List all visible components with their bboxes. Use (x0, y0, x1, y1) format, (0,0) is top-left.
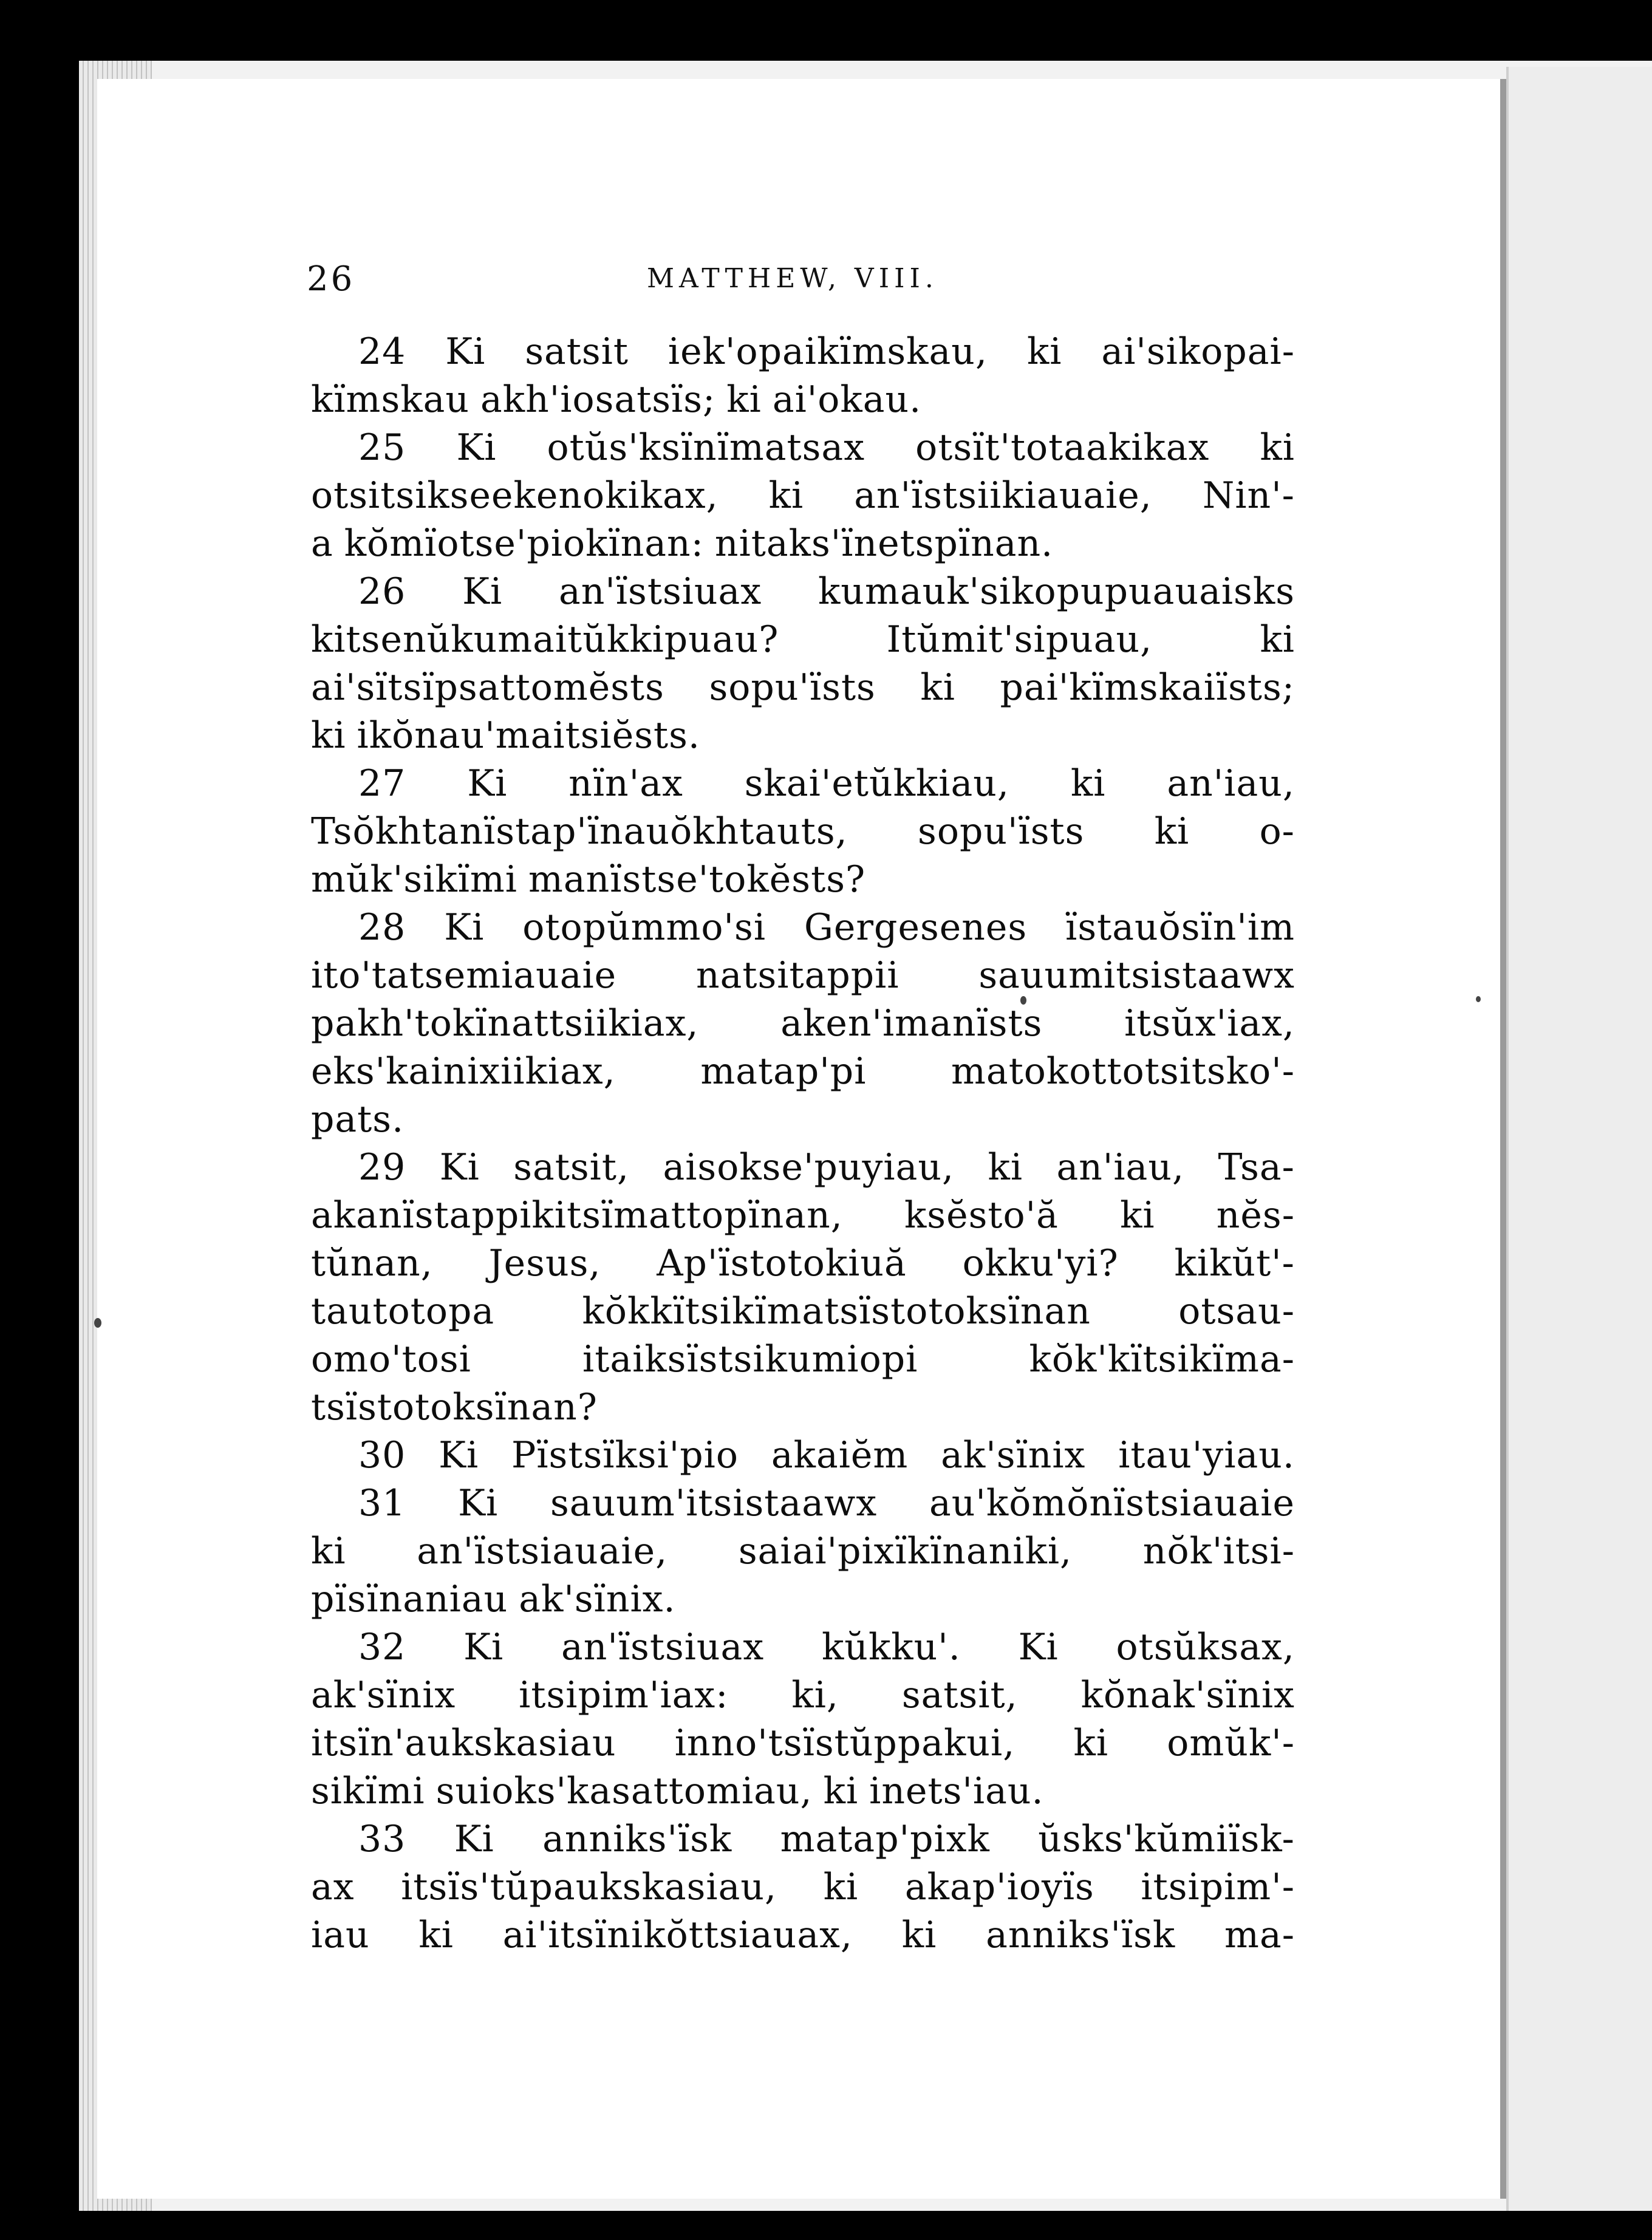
text-line: tsïstotoksïnan? (311, 1386, 598, 1429)
text-line: ki an'ïstsiauaie, saiai'pixïkïnaniki, nŏk'itsi- (311, 1530, 1295, 1572)
text-line: ax itsïs'tŭpaukskasiau, ki akap'ioyïs itsipim'- (311, 1866, 1295, 1908)
ink-speck (94, 1318, 101, 1328)
text-line: 29 Ki satsit, aisokse'puyiau, ki an'iau, Tsa- (358, 1146, 1295, 1189)
running-head: MATTHEW, VIII. (647, 263, 938, 294)
text-line: 26 Ki an'ïstsiuax kumauk'sikopupuauaisks (358, 570, 1295, 613)
facing-page (1506, 67, 1652, 2211)
text-line: otsitsikseekenokikax, ki an'ïstsiikiauaie, Nin'- (311, 474, 1295, 517)
text-line: 32 Ki an'ïstsiuax kŭkku'. Ki otsŭksax, (358, 1626, 1295, 1668)
text-line: omo'tosi itaiksïstsikumiopi kŏk'kïtsikïma- (311, 1338, 1295, 1381)
text-line: pakh'tokïnattsiikiax, aken'imanïsts itsŭx'iax, (311, 1002, 1295, 1045)
text-line: akanïstappikitsïmattopïnan, ksĕsto'ă ki nĕs- (311, 1194, 1295, 1237)
text-line: ak'sïnix itsipim'iax: ki, satsit, kŏnak'sïnix (311, 1674, 1295, 1716)
page-number: 26 (307, 259, 355, 299)
text-line: ito'tatsemiauaie natsitappii sauumitsistaawx (311, 954, 1295, 997)
text-line: eks'kainixiikiax, matap'pi matokottotsitsko'- (311, 1050, 1295, 1093)
text-line: kïmskau akh'iosatsïs; ki ai'okau. (311, 378, 922, 421)
text-line: a kŏmïotse'piokïnan: nitaks'ïnetspïnan. (311, 522, 1054, 565)
text-line: pats. (311, 1098, 404, 1141)
ink-speck (1476, 996, 1481, 1002)
text-line: 28 Ki otopŭmmo'si Gergesenes ïstauŏsïn'im (358, 906, 1295, 949)
text-line: pïsïnaniau ak'sïnix. (311, 1578, 676, 1620)
text-line: tautotopa kŏkkïtsikïmatsïstotoksïnan otsau- (311, 1290, 1295, 1333)
text-line: ai'sïtsïpsattomĕsts sopu'ïsts ki pai'kïmskaiïsts; (311, 666, 1295, 709)
text-line: iau ki ai'itsïnikŏttsiauax, ki anniks'ïsk ma- (311, 1914, 1295, 1956)
text-line: 31 Ki sauum'itsistaawx au'kŏmŏnïstsiauaie (358, 1482, 1295, 1525)
text-line: ki ikŏnau'maitsiĕsts. (311, 714, 700, 757)
text-line: 25 Ki otŭs'ksïnïmatsax otsït'totaakikax ki (358, 426, 1295, 469)
page-header (307, 258, 1285, 301)
body-text (311, 328, 1295, 1959)
text-line: 24 Ki satsit iek'opaikïmskau, ki ai'sikopai- (358, 330, 1295, 373)
text-line: Tsŏkhtanïstap'ïnauŏkhtauts, sopu'ïsts ki o- (311, 810, 1295, 853)
text-line: 27 Ki nïn'ax skai'etŭkkiau, ki an'iau, (358, 762, 1295, 805)
text-line: 33 Ki anniks'ïsk matap'pixk ŭsks'kŭmiïsk- (358, 1818, 1295, 1860)
text-line: tŭnan, Jesus, Ap'ïstotokiuă okku'yi? kikŭt'- (311, 1242, 1295, 1285)
text-line: 30 Ki Pïstsïksi'pio akaiĕm ak'sïnix itau'yiau. (358, 1434, 1295, 1477)
text-line: itsïn'aukskasiau inno'tsïstŭppakui, ki omŭk'- (311, 1722, 1295, 1764)
text-line: mŭk'sikïmi manïstse'tokĕsts? (311, 858, 866, 901)
text-line: sikïmi suioks'kasattomiau, ki inets'iau. (311, 1770, 1044, 1812)
text-line: kitsenŭkumaitŭkkipuau? Itŭmit'sipuau, ki (311, 618, 1295, 661)
